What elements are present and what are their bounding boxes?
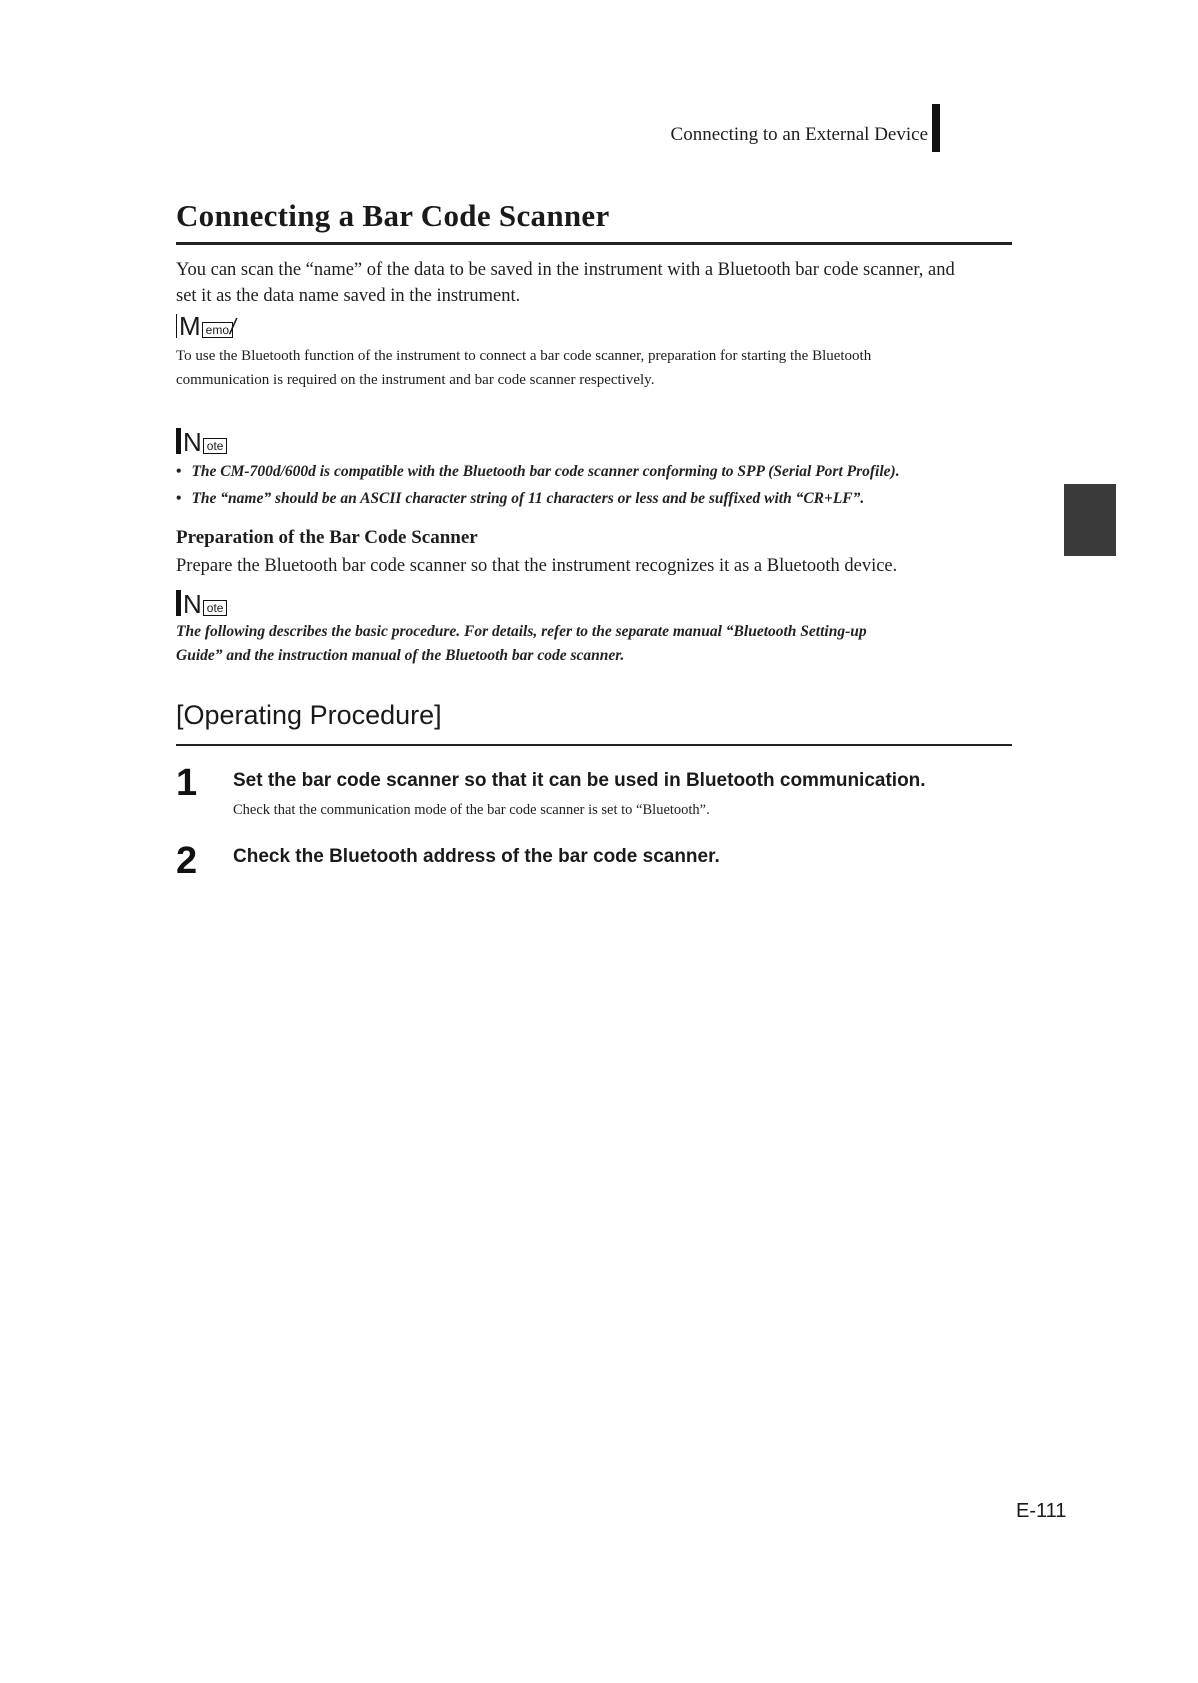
note-label xyxy=(176,427,227,457)
header-marker-bar xyxy=(932,104,940,152)
note-item: • The “name” should be an ASCII character string of 11 characters or less and be suffixed with “CR+LF”. xyxy=(176,485,1036,512)
memo-line-2: communication is required on the instrument and bar code scanner respectively. xyxy=(176,372,655,388)
note-marker-icon xyxy=(176,428,181,454)
note-text-line-1: The following describes the basic procedure. For details, refer to the separate manual “Bluetooth Setting-up xyxy=(176,623,867,640)
intro-line-2: set it as the data name saved in the instrument. xyxy=(176,286,521,306)
step-number: 2 xyxy=(176,840,198,882)
note-label-rest: ote xyxy=(203,600,228,616)
chapter-tab-marker xyxy=(1064,484,1116,556)
title-divider xyxy=(176,242,1012,245)
note-text xyxy=(176,620,996,668)
memo-slash-icon: / xyxy=(227,314,239,339)
intro-line-1: You can scan the “name” of the data to be saved in the instrument with a Bluetooth bar code scanner, and xyxy=(176,260,955,280)
intro-paragraph xyxy=(176,257,1016,309)
page-title: Connecting a Bar Code Scanner xyxy=(176,198,610,233)
running-header: Connecting to an External Device xyxy=(670,124,928,145)
note-marker-icon xyxy=(176,590,181,616)
memo-line-1: To use the Bluetooth function of the instrument to connect a bar code scanner, preparation for starting the Bluetooth xyxy=(176,348,872,364)
preparation-text: Prepare the Bluetooth bar code scanner so that the instrument recognizes it as a Bluetooth device. xyxy=(176,556,898,576)
note-text-line-2: Guide” and the instruction manual of the Bluetooth bar code scanner. xyxy=(176,647,625,664)
page-number: E-111 xyxy=(1016,1500,1067,1522)
memo-label xyxy=(176,311,239,341)
note-item: • The CM-700d/600d is compatible with the Bluetooth bar code scanner conforming to SPP (Serial Port Profile). xyxy=(176,458,1036,485)
memo-label-rest: emo xyxy=(202,322,233,338)
memo-label-cap: M xyxy=(176,314,201,338)
step-detail: Check that the communication mode of the bar code scanner is set to “Bluetooth”. xyxy=(233,802,710,818)
note-list xyxy=(176,458,1036,512)
note-label-cap: N xyxy=(183,427,202,457)
note-label-2 xyxy=(176,589,227,619)
step-title: Set the bar code scanner so that it can be used in Bluetooth communication. xyxy=(233,770,926,791)
note-label-cap: N xyxy=(183,589,202,619)
preparation-heading: Preparation of the Bar Code Scanner xyxy=(176,527,478,548)
memo-text xyxy=(176,344,1016,392)
procedure-divider xyxy=(176,744,1012,746)
procedure-heading: [Operating Procedure] xyxy=(176,700,442,730)
step-number: 1 xyxy=(176,762,198,804)
note-label-rest: ote xyxy=(203,438,228,454)
step-title: Check the Bluetooth address of the bar code scanner. xyxy=(233,846,720,867)
